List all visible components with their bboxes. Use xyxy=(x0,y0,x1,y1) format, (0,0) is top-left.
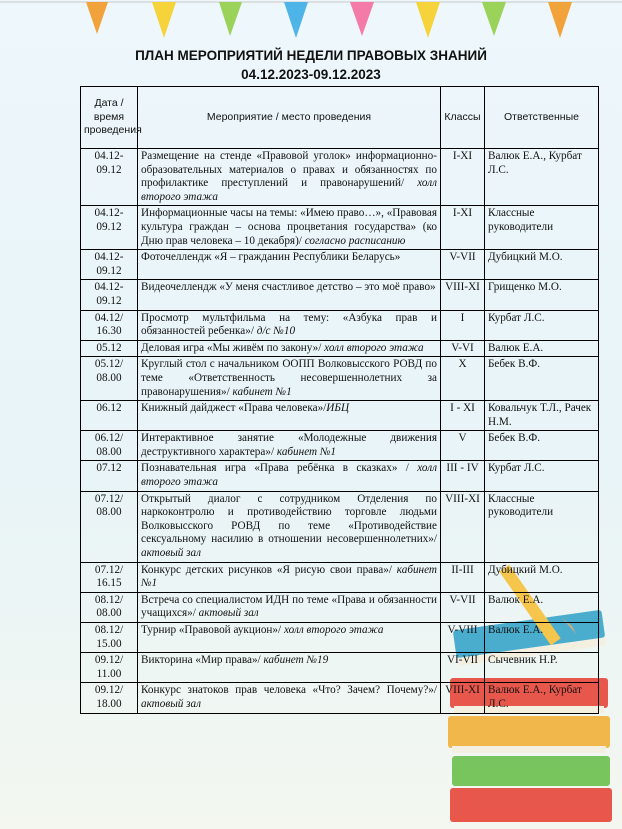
event-text: Видеочеллендж «У меня счастливое детство – это моё право» xyxy=(141,281,436,294)
event-place: актовый зал xyxy=(141,547,202,560)
header-event: Мероприятие / место проведения xyxy=(138,87,441,149)
cell-class: V-VII xyxy=(441,250,485,280)
event-place: холл второго этажа xyxy=(141,177,437,203)
cell-event xyxy=(138,250,441,280)
cell-responsible: Курбат Л.С. xyxy=(485,461,599,491)
cell-class: VIII-XI xyxy=(441,683,485,713)
cell-responsible: Бебек В.Ф. xyxy=(485,431,599,461)
event-place: ИБЦ xyxy=(326,402,350,415)
cell-event xyxy=(138,280,441,310)
cell-event xyxy=(138,340,441,357)
cell-responsible: Дубицкий М.О. xyxy=(485,250,599,280)
table-row xyxy=(81,562,599,592)
event-place: холл второго этажа xyxy=(281,624,384,636)
cell-class: II-III xyxy=(441,562,485,592)
cell-responsible: Бебек В.Ф. xyxy=(485,357,599,401)
flag-orange xyxy=(86,2,108,34)
cell-responsible: Валюк Е.А. xyxy=(485,623,599,653)
event-text: Познавательная игра «Права ребёнка в сказках» / xyxy=(141,462,409,475)
cell-event xyxy=(138,149,441,206)
event-text: Викторина «Мир права»/ xyxy=(141,654,261,667)
event-text: Информационные часы на темы: «Имею право…», «Правовая культура граждан – основа процветания государства» (ко Дню прав человека – 10 декабря)/ xyxy=(141,207,437,247)
cell-class: III - IV xyxy=(441,461,485,491)
cell-event xyxy=(138,431,441,461)
cell-date: 06.12 xyxy=(81,401,138,431)
cell-event xyxy=(138,653,441,683)
event-place: кабинет №1 xyxy=(141,563,438,590)
event-text: Книжный дайджест «Права человека»/ xyxy=(141,402,327,415)
cell-date: 06.12/ 08.00 xyxy=(81,431,138,461)
cell-class: V-VI xyxy=(441,340,485,357)
flag-yellow xyxy=(152,2,176,38)
cell-responsible: Валюк Е.А. xyxy=(485,592,599,622)
flag-green xyxy=(219,2,242,36)
flag-yellow-2 xyxy=(416,2,440,38)
cell-class: I xyxy=(441,310,485,340)
cell-responsible: Валюк Е.А. xyxy=(485,340,599,357)
cell-responsible: Сычевник Н.Р. xyxy=(485,653,599,683)
cell-event xyxy=(138,562,441,592)
table-row xyxy=(81,623,599,653)
cell-date: 04.12-09.12 xyxy=(81,280,138,310)
cell-event xyxy=(138,491,441,562)
cell-class: I - XI xyxy=(441,401,485,431)
table-row xyxy=(81,149,599,206)
cell-date: 07.12 xyxy=(81,461,138,491)
event-place: актовый зал xyxy=(195,607,259,620)
table-row xyxy=(81,280,599,310)
event-text: Размещение на стенде «Правовой уголок» информационно-образовательных материалов о правах и обязанностях по профилактике преступлений и правонарушений/ xyxy=(141,150,437,190)
cell-event xyxy=(138,623,441,653)
table-header-row xyxy=(81,87,599,149)
title-line-2: 04.12.2023-09.12.2023 xyxy=(241,67,381,82)
table-row xyxy=(81,461,599,491)
cell-responsible: Грищенко М.О. xyxy=(485,280,599,310)
event-text: Деловая игра «Мы живём по закону»/ xyxy=(141,341,322,354)
table-row xyxy=(81,401,599,431)
event-place: кабинет №19 xyxy=(260,654,329,667)
cell-class: VIII-XI xyxy=(441,491,485,562)
event-text: Встреча со специалистом ИДН по теме «Права и обязанности учащихся»/ xyxy=(141,593,437,620)
bunting-decoration xyxy=(0,0,622,46)
cell-event xyxy=(138,683,441,713)
event-text: Просмотр мультфильма на тему: «Азбука прав и обязанностей ребенка»/ xyxy=(141,311,437,338)
cell-responsible: Валюк Е.А., Курбат Л.С. xyxy=(485,683,599,713)
cell-responsible: Валюк Е.А., Курбат Л.С. xyxy=(485,149,599,206)
event-place: кабинет №1 xyxy=(274,445,337,458)
table-row xyxy=(81,431,599,461)
cell-date: 09.12/ 11.00 xyxy=(81,653,138,683)
cell-date: 05.12/ 08.00 xyxy=(81,357,138,401)
header-responsible: Ответственные xyxy=(485,87,599,149)
event-text: Конкурс детских рисунков «Я рисую свои права»/ xyxy=(141,563,392,576)
header-class: Классы xyxy=(441,87,485,149)
flag-orange-2 xyxy=(548,2,572,38)
header-date: Дата / время проведения xyxy=(81,87,138,149)
event-place: холл второго этажа xyxy=(321,341,424,354)
table-row xyxy=(81,340,599,357)
table-row xyxy=(81,206,599,250)
event-text: Турнир «Правовой аукцион»/ xyxy=(141,624,282,636)
cell-date: 04.12-09.12 xyxy=(81,250,138,280)
cell-event xyxy=(138,206,441,250)
flag-blue xyxy=(284,2,308,38)
cell-date: 04.12-09.12 xyxy=(81,206,138,250)
cell-date: 07.12/ 08.00 xyxy=(81,491,138,562)
event-text: Круглый стол с начальником ООПП Волковысского РОВД по теме «Ответственность несовершеннолетних за правонарушения»/ xyxy=(141,358,437,398)
cell-event xyxy=(138,401,441,431)
flag-green-2 xyxy=(482,2,506,36)
event-place: согласно расписанию xyxy=(301,234,406,247)
table-row xyxy=(81,310,599,340)
table-row xyxy=(81,592,599,622)
cell-class: X xyxy=(441,357,485,401)
table-row xyxy=(81,250,599,280)
event-place: холл второго этажа xyxy=(141,462,437,489)
event-place: актовый зал xyxy=(141,697,202,710)
cell-class: VI-VII xyxy=(441,653,485,683)
table-row xyxy=(81,357,599,401)
event-place: кабинет №1 xyxy=(229,385,292,398)
cell-date: 08.12/ 15.00 xyxy=(81,623,138,653)
cell-event xyxy=(138,592,441,622)
events-table xyxy=(80,86,599,714)
cell-responsible: Курбат Л.С. xyxy=(485,310,599,340)
event-place: д/с №10 xyxy=(253,325,296,338)
event-text: Конкурс знатоков прав человека «Что? Зачем? Почему?»/ xyxy=(141,684,437,697)
title-line-1: ПЛАН МЕРОПРИЯТИЙ НЕДЕЛИ ПРАВОВЫХ ЗНАНИЙ xyxy=(135,48,487,63)
page-title xyxy=(0,46,622,84)
cell-class: V xyxy=(441,431,485,461)
cell-event xyxy=(138,357,441,401)
cell-date: 05.12 xyxy=(81,340,138,357)
cell-class: I-XI xyxy=(441,149,485,206)
cell-date: 09.12/ 18.00 xyxy=(81,683,138,713)
cell-responsible: Дубицкий М.О. xyxy=(485,562,599,592)
table-row xyxy=(81,683,599,713)
cell-date: 04.12-09.12 xyxy=(81,149,138,206)
event-text: Интерактивное занятие «Молодежные движения деструктивного характера»/ xyxy=(141,432,437,458)
cell-responsible: Классные руководители xyxy=(485,491,599,562)
cell-class: V-VIII xyxy=(441,623,485,653)
cell-date: 07.12/ 16.15 xyxy=(81,562,138,592)
cell-responsible: Классные руководители xyxy=(485,206,599,250)
cell-class: VIII-XI xyxy=(441,280,485,310)
cell-class: I-XI xyxy=(441,206,485,250)
cell-event xyxy=(138,461,441,491)
event-text: Открытый диалог с сотрудником Отделения по наркоконтролю и противодействию торговле людьми Волковысского РОВД по теме «Противодействие сексуальному насилию в отношении несовершеннолетних»/ xyxy=(141,492,437,546)
cell-class: V-VII xyxy=(441,592,485,622)
cell-event xyxy=(138,310,441,340)
cell-date: 04.12/ 16.30 xyxy=(81,310,138,340)
table-row xyxy=(81,653,599,683)
event-text: Фоточеллендж «Я – гражданин Республики Беларусь» xyxy=(141,251,401,264)
flag-pink xyxy=(350,2,374,36)
table-row xyxy=(81,491,599,562)
cell-date: 08.12/ 08.00 xyxy=(81,592,138,622)
cell-responsible: Ковальчук Т.Л., Рачек Н.М. xyxy=(485,401,599,431)
